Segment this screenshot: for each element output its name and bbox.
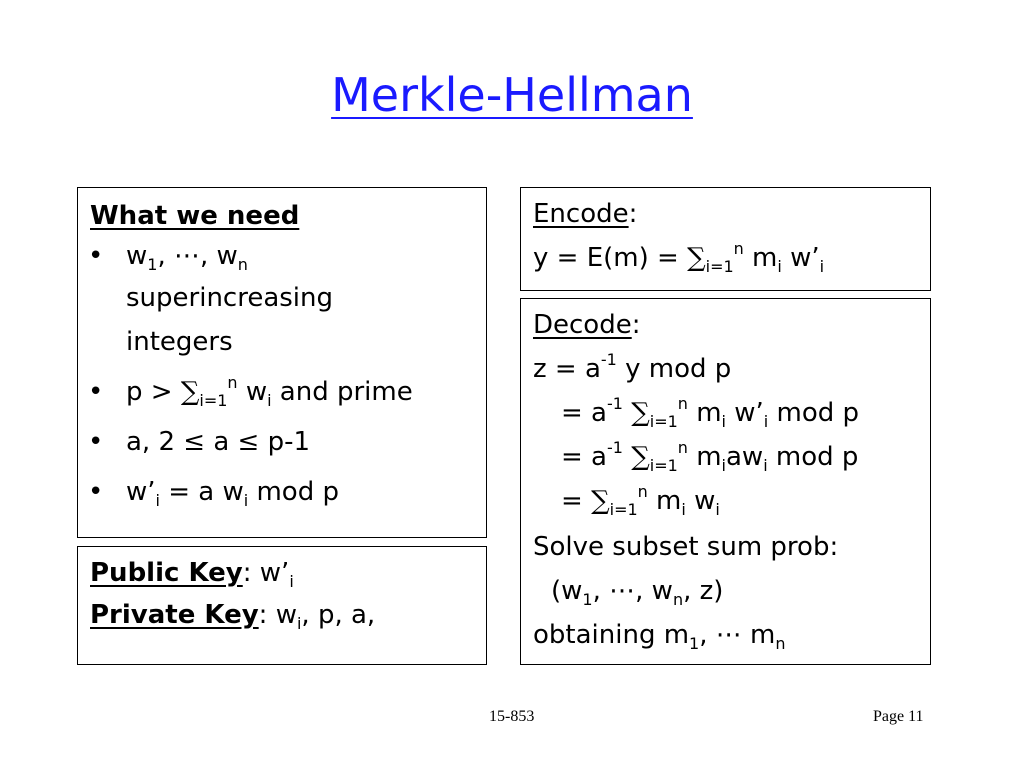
decode-heading: Decode:: [533, 310, 641, 340]
page-number: Page 11: [873, 708, 924, 725]
bullet-icon: •: [88, 427, 104, 457]
public-key-line: Public Key: $w’_i$: [90, 558, 294, 591]
bullet-icon: •: [88, 241, 104, 271]
decode-result: obtaining $m_1$, ⋯ $m_n$: [533, 620, 786, 653]
requirement-prime: $p > \sum_{i=1}^n$ $w_i$ and prime: [126, 373, 413, 410]
decode-step-4: = $\sum_{i=1}^n$ $m_i$ $w_i$: [561, 482, 720, 519]
requirements-box: [77, 187, 487, 538]
slide-title: Merkle-Hellman: [331, 68, 693, 122]
sigma-icon: ∑: [631, 442, 650, 472]
sigma-icon: ∑: [180, 377, 200, 407]
requirement-weights-desc-2: integers: [126, 327, 233, 357]
decode-solve-label: Solve subset sum prob:: [533, 532, 839, 562]
course-number: 15-853: [489, 708, 535, 725]
encode-heading: Encode:: [533, 199, 638, 229]
sigma-icon: ∑: [687, 243, 706, 273]
requirement-a-range: a, 2 ≤ a ≤ p-1: [126, 427, 311, 457]
keys-box: [77, 546, 487, 665]
decode-box: [520, 298, 931, 665]
sigma-icon: ∑: [591, 486, 610, 516]
requirements-heading: What we need: [90, 201, 300, 231]
sigma-icon: ∑: [631, 398, 650, 428]
bullet-icon: •: [88, 477, 104, 507]
decode-solve-tuple: ($w_1$, ⋯, $w_n$, z): [551, 576, 724, 609]
encode-formula: $y = E(m) = \sum_{i=1}^n$ $m_i$ $w’_i$: [533, 239, 825, 276]
requirement-transformed-weights: $w’_i = a$ $w_i$ mod p: [126, 477, 339, 510]
requirement-weights: $w_1$, ⋯, $w_n$: [126, 241, 248, 274]
bullet-icon: •: [88, 377, 104, 407]
decode-step-2: = $a^{-1}$ $\sum_{i=1}^n$ $m_i$ $w’_i$ mod p: [561, 394, 860, 431]
private-key-line: Private Key: $w_i$, p, a,: [90, 600, 376, 633]
decode-step-3: = $a^{-1}$ $\sum_{i=1}^n$ $m_iaw_i$ mod p: [561, 438, 859, 475]
decode-step-1: $z = a^{-1}$ y mod p: [533, 350, 732, 384]
encode-box: [520, 187, 931, 291]
requirement-weights-desc-1: superincreasing: [126, 283, 334, 313]
